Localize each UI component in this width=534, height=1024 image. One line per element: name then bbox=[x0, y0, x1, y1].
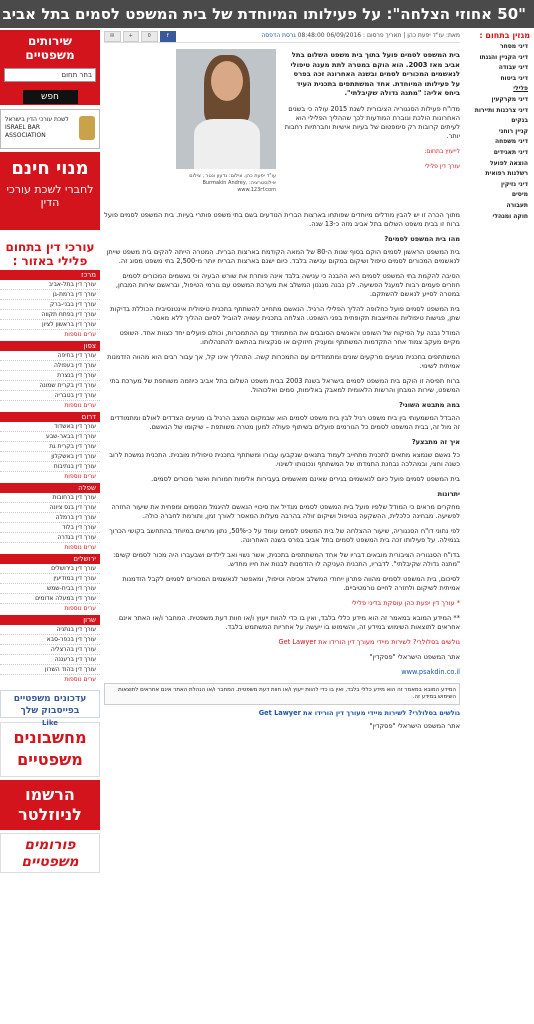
page-header bbox=[0, 0, 534, 28]
email-share-icon[interactable]: ✉ bbox=[104, 31, 121, 42]
region-block bbox=[0, 483, 100, 552]
search-button[interactable]: חפש bbox=[23, 90, 78, 104]
body-paragraph: כל נאשם שנמצא מתאים לתכנית מתחייב לעמוד בתנאים שנקבעו עבורו ומשתתף בתכנית טיפולית מובנית. התכנית נמשכת לרוב כשנה וחצי, ובמהלכה נבחנת התמדתו של המשתתף ונכונותו לשינוי. bbox=[109, 451, 460, 468]
calculators-ad-line2: משפטיים bbox=[17, 750, 83, 769]
intro-paragraph: מדו"ח פעילות הסנגוריה הציבורית לשנת 2015 עולה כי בשנים האחרונות הולכת וגוברת המודעות לכך שההליך הפלילי הוא לעיתים קרובות רק סימפטום של בעיות אישיות וחברתיות רחבות יותר. bbox=[284, 104, 460, 140]
region-city-link[interactable]: עורך דין בלוד bbox=[0, 523, 100, 533]
region-block bbox=[0, 615, 100, 684]
region-city-link[interactable]: עורך דין ברמלה bbox=[0, 513, 100, 523]
article-link[interactable]: גולשים בסלולרי? לשירות מיידי מעורך דין הורידו את Get Lawyer bbox=[278, 638, 460, 646]
category-sidebar-title: מגזין בתחום : bbox=[479, 31, 530, 40]
category-link[interactable]: דיני הקניין והגנתו bbox=[479, 53, 528, 61]
newsletter-ad-line1: הרשמו bbox=[25, 785, 75, 804]
left-sidebar bbox=[0, 30, 100, 873]
social-buttons bbox=[104, 31, 176, 41]
region-city-link[interactable]: עורך דין בקרית שמונה bbox=[0, 381, 100, 391]
more-cities-link[interactable]: ערים נוספות bbox=[64, 605, 96, 612]
photo-body-shape bbox=[194, 119, 260, 169]
intro-lead-paragraph: בית המשפט לסמים פועל בתוך בית משפט השלום בתל אביב מאז 2003. הוא הוקם במטרה לתת מענה טיפולי לנאשמים המכורים לסמים ובשנה האחרונה זכה בפרס על פעילותו המיוחדת. אחד המשתתפים בתכנית העיד ביחס אליה: "מתנה גדולה שקיבלתי". bbox=[290, 51, 460, 97]
category-link[interactable]: דיני עבודה bbox=[498, 64, 528, 72]
region-city-link[interactable]: עורך דין בנתיבות bbox=[0, 462, 100, 472]
more-cities-link[interactable]: ערים נוספות bbox=[64, 544, 96, 551]
region-city-link[interactable]: עורך דין בפתח תקווה bbox=[0, 310, 100, 320]
region-header[interactable]: מרכז bbox=[0, 270, 100, 280]
free-subscription-banner[interactable] bbox=[0, 152, 100, 230]
lawyers-title: עורכי דין בתחום פלילי באזור : bbox=[5, 240, 95, 268]
body-paragraph: ההבדל המשמעותי בין בית משפט רגיל לבין בית משפט לסמים הוא שבמקום המצב הרגיל בו מגיעים הצדדים לאולם ומתמודדים זה מול זה, בבית המשפט לסמים כל הגורמים פועלים בשיתוף פעולה למען מטרה משותפת – שיקומו של הנאשם. bbox=[110, 414, 460, 431]
category-link[interactable]: דיני מקרקעין bbox=[491, 95, 528, 103]
calculators-ad[interactable] bbox=[0, 722, 100, 777]
section-heading: במה מתבטא השוני? bbox=[398, 401, 460, 409]
region-block bbox=[0, 412, 100, 481]
article bbox=[104, 30, 460, 1024]
body-paragraph: בית המשפט לסמים פועל כחלופה להליך הפלילי הרגיל. הנאשם מתחייב להשתתף בתכנית טיפולית אינטנסיבית הכוללת בדיקות שתן, פגישות טיפוליות והתייצבות תקופתית בפני השופט. הצלחה בתכנית עשויה להוביל לסיום ההליך ללא מאסר. bbox=[110, 305, 460, 322]
get-lawyer-promo[interactable]: גולשים בסלולרי? לשירות מיידי מעורך דין הורידו את Get Lawyer bbox=[258, 709, 460, 717]
facebook-share-icon[interactable]: f bbox=[160, 31, 177, 42]
region-block bbox=[0, 270, 100, 339]
region-city-link[interactable]: עורך דין במודיעין bbox=[0, 574, 100, 584]
more-cities-link[interactable]: ערים נוספות bbox=[64, 331, 96, 338]
field-select[interactable]: בחר תחום bbox=[4, 68, 96, 82]
article-body bbox=[104, 211, 460, 677]
region-header[interactable]: דרום bbox=[0, 412, 100, 422]
facebook-like-button[interactable]: Like bbox=[41, 719, 59, 727]
newsletter-ad[interactable] bbox=[0, 780, 100, 830]
region-city-link[interactable]: עורך דין בנתניה bbox=[0, 625, 100, 635]
category-link[interactable]: קניין רוחני bbox=[498, 127, 528, 135]
newsletter-ad-line2: לניוזלטר bbox=[18, 805, 82, 824]
article-date-label: | תאריך פרסום : bbox=[363, 32, 406, 39]
body-paragraph: ברוח תפיסה זו הוקם בית המשפט לסמים בישראל בשנת 2003 בבית משפט השלום בתל אביב כיוזמה משותפת של מערכת בתי המשפט, שירות המבחן והרשות הלאומית למאבק באלימות, סמים ואלכוהול. bbox=[109, 377, 460, 394]
category-sidebar bbox=[464, 30, 534, 222]
region-city-link[interactable]: עורך דין בטבריה bbox=[0, 391, 100, 401]
category-link[interactable]: רשלנות רפואית bbox=[485, 170, 528, 178]
category-link[interactable]: דיני תאגידים bbox=[493, 148, 528, 156]
category-link[interactable]: דיני נזיקין bbox=[501, 180, 528, 188]
bar-association-logo-icon bbox=[79, 116, 95, 140]
article-meta bbox=[104, 30, 460, 43]
region-city-link[interactable]: עורך דין במעלה אדומים bbox=[0, 594, 100, 604]
bottom-site-name: אתר המשפט הישראלי "פסקדין" bbox=[369, 722, 460, 730]
body-paragraph: בדו"ח הסנגוריה הציבורית מובאים דבריו של אחד המשתתפים בתכנית, אשר נשוי ואב לילדים ושבעברו היה מכור לסמים קשים: "מתנה גדולה שקיבלתי". לדבריו, התכנית העניקה לו הזדמנות לבנות את חייו מחדש. bbox=[113, 551, 460, 568]
category-link[interactable]: תעבורה bbox=[506, 201, 528, 209]
free-subscription-subtitle: לחברי לשכת עורכי הדין bbox=[6, 183, 94, 209]
section-heading: איך זה מתבצע? bbox=[411, 438, 460, 446]
photo-face-shape bbox=[211, 61, 243, 101]
more-cities-link[interactable]: ערים נוספות bbox=[64, 402, 96, 409]
category-link[interactable]: מיסים bbox=[511, 191, 528, 199]
region-header[interactable]: צפון bbox=[0, 341, 100, 351]
body-paragraph: אתר המשפט הישראלי "פסקדין" bbox=[369, 653, 460, 661]
author-photo bbox=[176, 49, 276, 169]
region-city-link[interactable]: עורך דין ברמת-גן bbox=[0, 290, 100, 300]
article-time: 08:48:00 bbox=[297, 32, 325, 39]
print-link[interactable]: גרסת הדפסה bbox=[261, 32, 296, 39]
body-paragraph: בית המשפט לסמים פועל כיום לנאשמים בגירים שאינם מואשמים בעבירות אלימות חמורות ואשר מכורים לסמים. bbox=[151, 475, 460, 483]
body-paragraph: בית המשפט הראשון לסמים הוקם בסוף שנות ה-80 של המאה הקודמת בארצות הברית. המטרה הייתה להקים בית משפט שייתן לנאשמים המכורים לסמים טיפול ושיקום במקום ענישה בלבד. כיום ישנם בארצות הברית יותר מ-2,500 בתי משפט מסוג זה. bbox=[106, 248, 460, 265]
region-city-link[interactable]: עורך דין בירושלים bbox=[0, 564, 100, 574]
free-subscription-title: מנוי חינם bbox=[11, 158, 89, 179]
region-city-link[interactable]: עורך דין בנצרת bbox=[0, 371, 100, 381]
article-intro bbox=[284, 51, 460, 177]
region-city-link[interactable]: עורך דין בעפולה bbox=[0, 361, 100, 371]
photo-caption: עו"ד יפעת כהן. צילום: גדעון ונטר , צילום אילוסטרציה: Burmakin Andrey, www.123rf.com bbox=[189, 173, 276, 193]
region-header[interactable]: שפלה bbox=[0, 483, 100, 493]
body-paragraph: לפי נתוני דו"ח הסנגוריה, שיעור ההצלחה של בית המשפט לסמים עומד על כ-50%, נתון מרשים במיוחד בהתחשב בקושי הכרוך בגמילה. על פעילותו זכה בית המשפט לסמים בתל אביב בפרס בשנה האחרונה. bbox=[109, 527, 460, 544]
plus-share-icon[interactable]: + bbox=[123, 31, 140, 42]
category-link[interactable]: פלילי bbox=[513, 85, 528, 93]
category-link[interactable]: דיני מסחר bbox=[499, 43, 528, 50]
region-city-link[interactable]: עורך דין באשדוד bbox=[0, 422, 100, 432]
forums-ad[interactable] bbox=[0, 833, 100, 873]
region-city-link[interactable]: עורך דין בתל-אביב bbox=[0, 280, 100, 290]
consult-label: לייעוץ בתחום: bbox=[424, 147, 460, 155]
body-paragraph: המודל נבנה על הפיקוח של השופט והאנשים הסובבים את המתמודד עם ההתמכרות, וכולם פועלים יחד כצוות אחד. השופט מקיים מעקב צמוד אחר התקדמות המשתתף ומעניק חיזוקים או סנקציות בהתאם להתנהלותו. bbox=[119, 329, 460, 346]
consult-link[interactable]: עורך דין פלילי bbox=[424, 162, 460, 170]
region-header[interactable]: שרון bbox=[0, 615, 100, 625]
site-url-link[interactable]: www.psakdin.co.il bbox=[401, 668, 460, 676]
body-paragraph: מתוך הכרה זו יש להבין מודלים מיוחדים שפותחו בארצות הברית הנודעים בשם בתי משפט פותרי בעיות. בית המשפט לסמים פועל ברוח זו בבית משפט השלום בתל אביב מזה כ-13 שנה. bbox=[104, 211, 460, 228]
region-city-link[interactable]: עורך דין בבאר-שבע bbox=[0, 432, 100, 442]
facebook-banner[interactable] bbox=[0, 690, 100, 727]
category-link[interactable]: חוקה ומנהלי bbox=[492, 212, 528, 220]
region-city-link[interactable]: עורך דין בהרצליה bbox=[0, 645, 100, 655]
region-city-link[interactable]: עורך דין ברחובות bbox=[0, 493, 100, 503]
region-block bbox=[0, 341, 100, 410]
body-paragraph: ** המידע המובא במאמר זה הוא מידע כללי בלבד, ואין בו כדי להוות ייעוץ ו/או חוות דעת משפטית. המחבר ו/או האתר אינם אחראים לתוצאות השימוש במידע זה, והשימוש בו ייעשה על אחריות המשתמש בלבד. bbox=[118, 614, 460, 631]
category-link[interactable]: בנקים bbox=[511, 117, 528, 125]
article-author: מאת: עו"ד יפעת כהן bbox=[407, 32, 460, 39]
more-cities-link[interactable]: ערים נוספות bbox=[64, 473, 96, 480]
region-city-link[interactable]: עורך דין בראשון לציון bbox=[0, 320, 100, 330]
section-heading: מהו בית המשפט לסמים? bbox=[384, 235, 460, 243]
category-link[interactable]: דיני משפחה bbox=[495, 138, 528, 146]
region-city-link[interactable]: עורך דין בגדרה bbox=[0, 533, 100, 543]
category-link[interactable]: הוצאה לפועל bbox=[490, 159, 528, 167]
region-city-link[interactable]: עורך דין באשקלון bbox=[0, 452, 100, 462]
region-city-link[interactable]: עורך דין בבני-ברק bbox=[0, 300, 100, 310]
region-block bbox=[0, 554, 100, 613]
body-paragraph: המשתתפים בתכנית מגיעים מרקעים שונים ומתמודדים עם התמכרות קשה. התהליך אינו קל, אך עבור רבים הוא מהווה הזדמנות אמיתית לשינוי. bbox=[107, 353, 460, 370]
lawyers-by-region bbox=[0, 240, 100, 684]
more-cities-link[interactable]: ערים נוספות bbox=[64, 676, 96, 683]
region-city-link[interactable]: עורך דין בהוד השרון bbox=[0, 665, 100, 675]
region-city-link[interactable]: עורך דין בבית-שמש bbox=[0, 584, 100, 594]
category-link[interactable]: דיני צרכנות ותיירות bbox=[474, 106, 528, 114]
page-title: "50 אחוזי הצלחה": על פעילותו המיוחדת של בית המשפט לסמים בתל אביב bbox=[2, 5, 526, 23]
article-date: 06/09/2016 bbox=[326, 32, 362, 39]
body-paragraph: הסיבה להקמת בתי המשפט לסמים היא ההבנה כי ענישה בלבד אינה פותרת את שורש הבעיה וכי נאשמים המכורים לסמים חוזרים פעמים רבות למעגל הפשיעה. לכן נבנה מנגנון המשלב את מערכת המשפט עם גורמי הטיפול, ובראשם שירות המבחן, במטרה לסייע לנאשם להשתקם. bbox=[115, 272, 460, 298]
region-city-link[interactable]: עורך דין בכפר-סבא bbox=[0, 635, 100, 645]
category-link[interactable]: דיני ביטוח bbox=[500, 74, 528, 82]
forums-ad-line2: משפטיים bbox=[21, 854, 79, 870]
body-paragraph: לסיכום, בית המשפט לסמים מהווה פתרון ייחודי המשלב אכיפה וטיפול, ומאפשר לנאשמים המכורים לסמים לקבל הזדמנות אמיתית לשיקום ולחזרה לחיים נורמטיביים. bbox=[122, 575, 460, 592]
region-header[interactable]: ירושלים bbox=[0, 554, 100, 564]
article-link[interactable]: * עורך דין יפעת כהן עוסקת בדיני פלילי bbox=[351, 599, 460, 607]
forums-ad-line1: פורומים bbox=[24, 837, 76, 853]
bar-association-banner[interactable] bbox=[0, 109, 100, 149]
article-lead bbox=[104, 43, 460, 211]
region-city-link[interactable]: עורך דין בנס ציונה bbox=[0, 503, 100, 513]
facebook-text: עדכונים משפטיים בפייסבוק שלך bbox=[13, 694, 87, 716]
bar-association-text: לשכת עורכי הדין בישראל ISRAEL BAR ASSOCIATION bbox=[5, 116, 69, 139]
calculators-ad-line1: מחשבונים bbox=[13, 728, 87, 747]
share-count: 0 bbox=[141, 31, 158, 42]
region-city-link[interactable]: עורך דין בחיפה bbox=[0, 351, 100, 361]
section-heading: יתרונות bbox=[437, 490, 460, 498]
legal-services-title: שירותים משפטיים bbox=[25, 34, 75, 62]
body-paragraph: מחקרים מראים כי המודל שלפיו פועל בית המשפט לסמים מגדיל את סיכויי הנאשם להיגמל מהסמים ומפחית את שיעור החזרה לפשיעה. מבחינה כלכלית, ההשקעה בטיפול ושיקום זולה בהרבה מעלות המאסר לאורך זמן, ותורמת לחברה כולה. bbox=[111, 503, 460, 520]
disclaimer-box: המידע המובא במאמר זה הוא מידע כללי בלבד, ואין בו כדי להוות ייעוץ ו/או חוות דעת משפטית. המחבר ו/או הנהלת האתר אינם אחראים לתוצאות השימוש במידע זה. bbox=[104, 683, 460, 705]
legal-services-box bbox=[0, 30, 100, 105]
region-city-link[interactable]: עורך דין בקרית גת bbox=[0, 442, 100, 452]
region-city-link[interactable]: עורך דין ברעננה bbox=[0, 655, 100, 665]
